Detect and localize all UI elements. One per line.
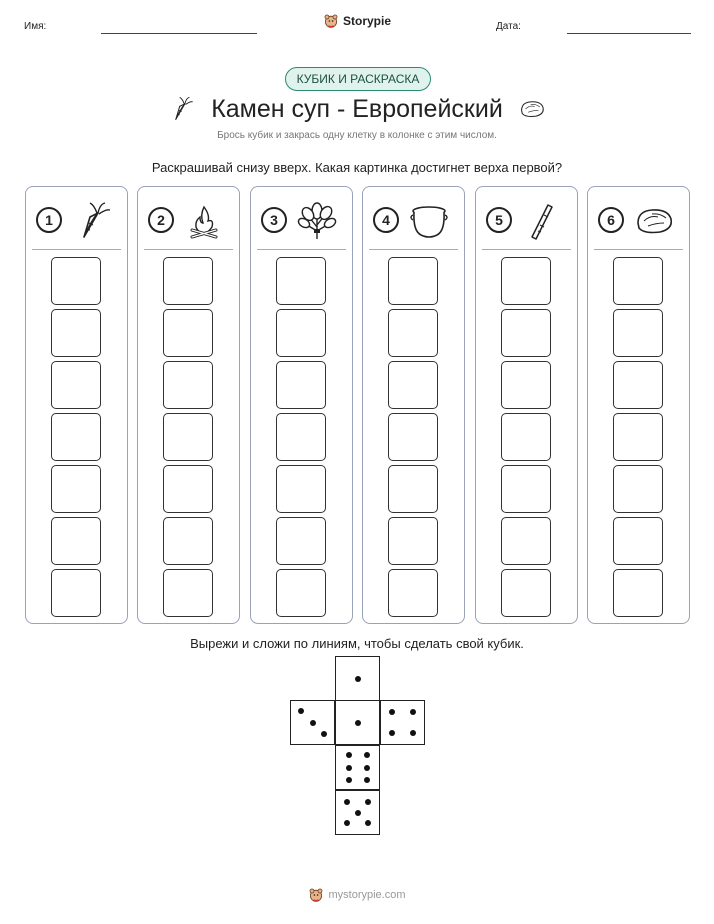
pot-icon [409,201,449,241]
column-header [486,201,571,241]
subtitle: Брось кубик и закрась одну клетку в колонке с этим числом. [217,130,497,141]
die-pip [346,765,352,771]
color-cell[interactable] [163,465,213,513]
stone-icon [634,201,674,241]
color-cell[interactable] [51,517,101,565]
color-cell[interactable] [163,257,213,305]
color-cell[interactable] [388,361,438,409]
die-pip [355,810,361,816]
color-cell[interactable] [613,309,663,357]
column-number: 4 [373,207,399,233]
color-cell[interactable] [501,465,551,513]
color-cell[interactable] [613,257,663,305]
column-number: 3 [261,207,287,233]
color-cell[interactable] [501,257,551,305]
color-cell[interactable] [388,569,438,617]
die-pip [346,777,352,783]
die-pip [364,777,370,783]
die-pip [410,709,416,715]
color-cell[interactable] [163,309,213,357]
brand-name: Storypie [342,14,391,28]
die-pip [364,752,370,758]
column-5 [475,186,578,624]
color-cell[interactable] [276,465,326,513]
instruction: Раскрашивай снизу вверх. Какая картинка достигнет верха первой? [151,160,563,175]
color-cell[interactable] [276,257,326,305]
column-divider [369,249,458,250]
die-face-4 [380,700,425,745]
die-pip [364,765,370,771]
bear-logo-icon [308,887,324,903]
campfire-icon [184,201,224,241]
color-cell[interactable] [501,517,551,565]
column-divider [144,249,233,250]
date-label: Дата: [496,21,521,32]
color-cell[interactable] [163,413,213,461]
die-face-6 [335,745,380,790]
column-number: 5 [486,207,512,233]
color-cell[interactable] [276,361,326,409]
bear-logo-icon [323,13,339,29]
die-pip [321,731,327,737]
color-cell[interactable] [613,517,663,565]
color-cell[interactable] [163,569,213,617]
color-cell[interactable] [388,309,438,357]
die-pip [355,720,361,726]
column-header [261,201,346,241]
carrot-icon [72,201,112,241]
die-pip [344,820,350,826]
column-number: 1 [36,207,62,233]
footer-url: mystorypie.com [328,889,406,901]
column-1 [25,186,128,624]
color-cell[interactable] [501,569,551,617]
color-cell[interactable] [163,517,213,565]
date-line[interactable] [567,33,691,34]
color-cell[interactable] [501,361,551,409]
die-pip [389,730,395,736]
footer [0,887,714,903]
column-header [373,201,458,241]
die-face-3 [290,700,335,745]
color-cell[interactable] [51,361,101,409]
color-cell[interactable] [613,413,663,461]
color-cell[interactable] [51,569,101,617]
die-pip [298,708,304,714]
column-header [36,201,121,241]
column-header [598,201,683,241]
color-cell[interactable] [388,465,438,513]
column-number: 6 [598,207,624,233]
color-cell[interactable] [613,465,663,513]
column-4 [362,186,465,624]
brand-logo [0,13,714,29]
die-pip [365,820,371,826]
color-cell[interactable] [276,569,326,617]
color-cell[interactable] [276,517,326,565]
die-pip [389,709,395,715]
color-cell[interactable] [388,257,438,305]
column-3 [250,186,353,624]
page-title: Камен суп - Европейский [211,95,503,123]
die-face-5 [335,790,380,835]
color-cell[interactable] [51,413,101,461]
color-cell[interactable] [613,569,663,617]
die-pip [410,730,416,736]
column-divider [32,249,121,250]
column-6 [587,186,690,624]
die-pip [355,676,361,682]
die-pip [310,720,316,726]
color-cell[interactable] [501,309,551,357]
color-cell[interactable] [276,309,326,357]
column-divider [594,249,683,250]
stone-icon [517,96,547,122]
stick-icon [522,201,562,241]
color-cell[interactable] [388,413,438,461]
color-cell[interactable] [51,309,101,357]
column-divider [257,249,346,250]
color-cell[interactable] [613,361,663,409]
die-face-1 [335,700,380,745]
color-cell[interactable] [276,413,326,461]
color-cell[interactable] [51,465,101,513]
die-pip [346,752,352,758]
color-cell[interactable] [501,413,551,461]
name-line[interactable] [101,33,257,34]
die-pip [344,799,350,805]
die-face-1 [335,656,380,701]
title-row [0,92,714,128]
column-header [148,201,233,241]
column-2 [137,186,240,624]
color-cell[interactable] [51,257,101,305]
color-cell[interactable] [388,517,438,565]
name-label: Имя: [24,21,47,32]
herbs-icon [297,201,337,241]
column-divider [482,249,571,250]
activity-badge: КУБИК И РАСКРАСКА [285,67,431,91]
color-cell[interactable] [163,361,213,409]
column-number: 2 [148,207,174,233]
die-pip [365,799,371,805]
cut-instruction: Вырежи и сложи по линиям, чтобы сделать свой кубик. [190,636,524,651]
